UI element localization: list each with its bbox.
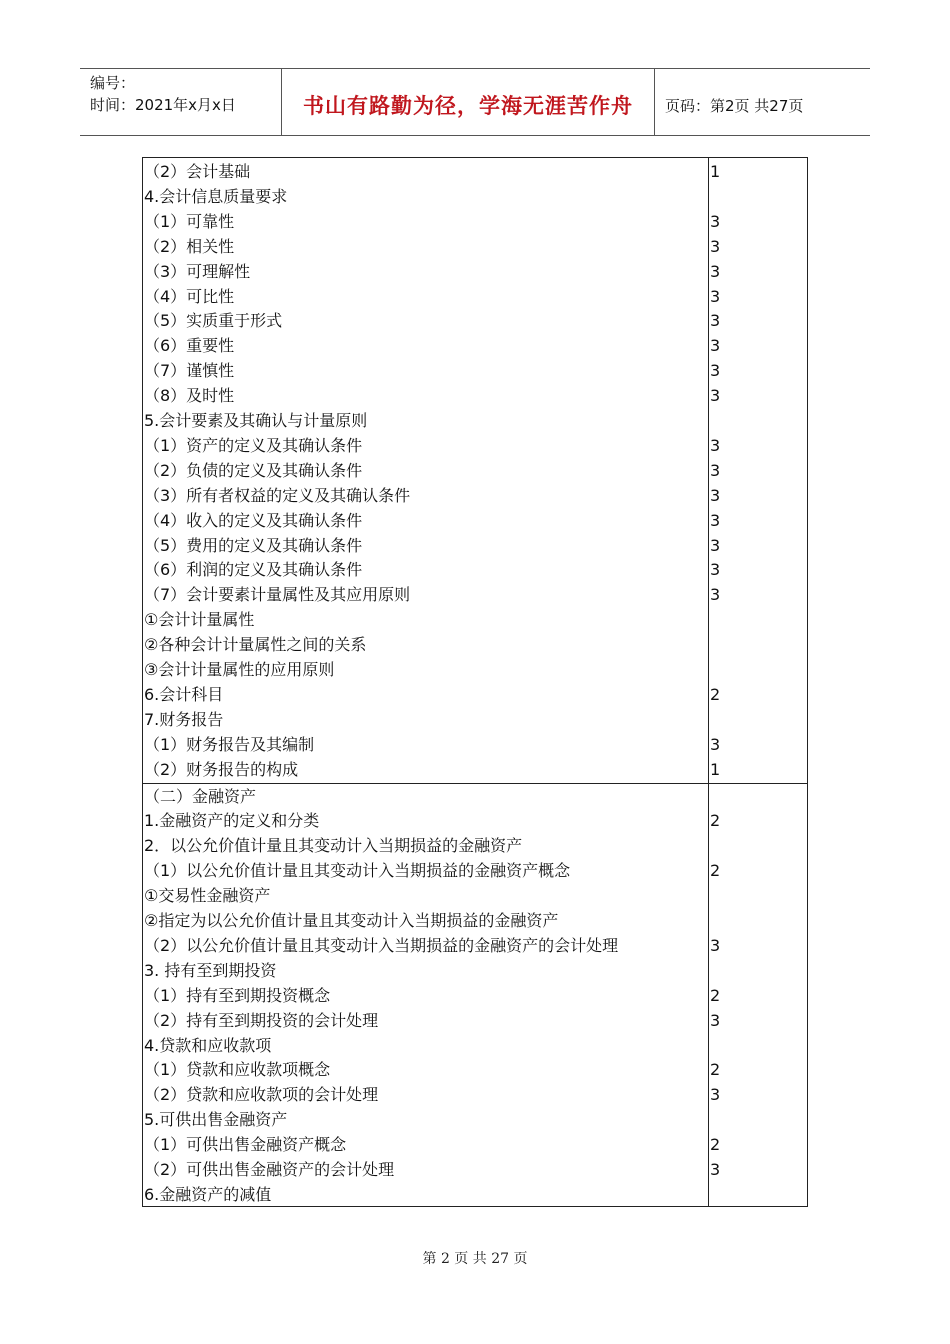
- row-item-text: ①交易性金融资产: [144, 886, 271, 906]
- document-code-label: 编号：: [90, 74, 136, 92]
- table-row: [143, 1107, 809, 1132]
- row-item-score: 3: [710, 560, 721, 580]
- row-item-text: （7）会计要素计量属性及其应用原则: [144, 585, 411, 605]
- row-item-text: 3. 持有至到期投资: [144, 960, 277, 980]
- row-item-score: 3: [710, 261, 721, 281]
- row-item-text: （1）以公允价值计量且其变动计入当期损益的金融资产概念: [144, 861, 571, 881]
- row-item-text: ③会计计量属性的应用原则: [144, 660, 335, 679]
- page-header: [80, 68, 870, 136]
- table-row: [143, 1132, 809, 1157]
- row-item-text: （6）重要性: [144, 336, 235, 356]
- row-item-text: 7.财务报告: [144, 709, 224, 729]
- row-item-score: 3: [710, 1010, 721, 1030]
- row-item-score: 2: [710, 1060, 721, 1080]
- table-row: [143, 209, 809, 234]
- row-item-score: 3: [710, 734, 721, 754]
- row-item-score: 3: [710, 485, 721, 505]
- row-item-text: （2）贷款和应收款项的会计处理: [144, 1085, 379, 1105]
- row-item-score: 3: [710, 460, 721, 480]
- row-item-text: （6）利润的定义及其确认条件: [144, 560, 363, 580]
- table-row: [143, 433, 809, 458]
- table-row: [143, 1182, 809, 1207]
- table-row: [143, 458, 809, 483]
- table-row: [143, 808, 809, 833]
- table-row: [143, 682, 809, 707]
- row-item-text: （7）谨慎性: [144, 361, 235, 381]
- row-item-score: 1: [710, 759, 721, 779]
- row-item-score: 3: [710, 535, 721, 555]
- row-item-text: （4）可比性: [144, 286, 235, 306]
- table-row: [143, 284, 809, 309]
- table-row: [143, 607, 809, 632]
- table-row: [143, 732, 809, 757]
- row-item-text: （1）可供出售金融资产概念: [144, 1135, 347, 1155]
- row-item-score: 2: [710, 1135, 721, 1155]
- row-item-text: （2）可供出售金融资产的会计处理: [144, 1160, 395, 1179]
- syllabus-table: [142, 157, 808, 1207]
- row-item-score: 3: [710, 336, 721, 356]
- table-row: [143, 533, 809, 558]
- row-item-score: 3: [710, 585, 721, 605]
- row-item-text: （2）会计基础: [144, 162, 251, 181]
- row-item-text: （5）实质重于形式: [144, 311, 283, 331]
- header-motto: 书山有路勤为径，学海无涯苦作舟: [282, 69, 655, 135]
- row-item-text: 6.金融资产的减值: [144, 1184, 272, 1204]
- table-row: [143, 1082, 809, 1107]
- table-row: [143, 508, 809, 533]
- row-item-text: ②指定为以公允价值计量且其变动计入当期损益的金融资产: [144, 911, 559, 930]
- table-row: [143, 883, 809, 908]
- table-row: [143, 259, 809, 284]
- row-item-text: （2）以公允价值计量且其变动计入当期损益的金融资产的会计处理: [144, 935, 619, 955]
- table-row: [143, 557, 809, 582]
- table-row: [143, 958, 809, 983]
- row-item-text: 2．以公允价值计量且其变动计入当期损益的金融资产: [144, 836, 523, 856]
- table-row: [143, 483, 809, 508]
- table-row: [143, 784, 809, 809]
- header-page-number: 页码：第2页 共27页: [665, 96, 804, 115]
- row-item-score: 3: [710, 311, 721, 331]
- table-row: [143, 757, 809, 782]
- table-row: [143, 408, 809, 433]
- row-item-text: （3）可理解性: [144, 261, 251, 281]
- row-item-text: （二）金融资产: [144, 786, 257, 806]
- table-row: [143, 1033, 809, 1058]
- row-item-score: 3: [710, 1160, 721, 1179]
- row-item-score: 3: [710, 1085, 721, 1105]
- table-row: [143, 1157, 809, 1182]
- table-row: [143, 159, 809, 184]
- row-item-text: （2）负债的定义及其确认条件: [144, 460, 363, 480]
- row-item-score: 3: [710, 211, 721, 231]
- row-item-score: 3: [710, 361, 721, 381]
- row-item-score: 3: [710, 286, 721, 306]
- table-row: [143, 657, 809, 682]
- table-row: [143, 383, 809, 408]
- row-item-text: （8）及时性: [144, 386, 235, 406]
- table-row: [143, 358, 809, 383]
- row-item-text: （1）可靠性: [144, 211, 235, 231]
- row-item-text: （4）收入的定义及其确认条件: [144, 510, 363, 530]
- row-item-score: 1: [710, 162, 721, 181]
- table-row: [143, 184, 809, 209]
- table-row: [143, 1008, 809, 1033]
- page-footer: 第 2 页 共 27 页: [422, 1251, 528, 1267]
- row-item-text: ②各种会计计量属性之间的关系: [144, 635, 367, 655]
- row-item-score: 2: [710, 861, 721, 881]
- row-item-text: 5.会计要素及其确认与计量原则: [144, 411, 368, 430]
- header-meta: [80, 69, 282, 135]
- row-item-score: 3: [710, 386, 721, 406]
- row-item-text: （2）相关性: [144, 236, 235, 256]
- row-item-text: 4.会计信息质量要求: [144, 186, 288, 206]
- table-row: [143, 308, 809, 333]
- row-item-text: （3）所有者权益的定义及其确认条件: [144, 485, 411, 505]
- row-item-text: （2）财务报告的构成: [144, 759, 299, 779]
- table-row: [143, 333, 809, 358]
- row-item-text: （1）财务报告及其编制: [144, 734, 315, 754]
- row-item-score: 2: [710, 684, 721, 704]
- row-item-text: （1）持有至到期投资概念: [144, 985, 331, 1005]
- row-item-text: （5）费用的定义及其确认条件: [144, 535, 363, 555]
- row-item-text: 6.会计科目: [144, 684, 224, 704]
- row-item-text: 5.可供出售金融资产: [144, 1110, 288, 1130]
- table-row: [143, 1057, 809, 1082]
- row-item-text: ①会计计量属性: [144, 610, 255, 630]
- row-item-text: 4.贷款和应收款项: [144, 1035, 272, 1055]
- row-item-text: （2）持有至到期投资的会计处理: [144, 1010, 379, 1030]
- row-item-score: 3: [710, 236, 721, 256]
- row-item-score: 3: [710, 510, 721, 530]
- table-row: [143, 908, 809, 933]
- row-item-score: 3: [710, 435, 721, 455]
- row-item-text: 1.金融资产的定义和分类: [144, 811, 320, 831]
- table-row: [143, 707, 809, 732]
- table-row: [143, 933, 809, 958]
- row-item-score: 2: [710, 811, 721, 831]
- table-row: [143, 582, 809, 607]
- row-item-text: （1）贷款和应收款项概念: [144, 1060, 331, 1080]
- document-date-label: 时间：2021年x月x日: [90, 96, 236, 114]
- row-item-text: （1）资产的定义及其确认条件: [144, 435, 363, 455]
- table-row: [143, 833, 809, 858]
- table-row: [143, 234, 809, 259]
- row-item-score: 2: [710, 985, 721, 1005]
- table-row: [143, 632, 809, 657]
- table-row: [143, 983, 809, 1008]
- row-item-score: 3: [710, 935, 721, 955]
- table-row: [143, 858, 809, 883]
